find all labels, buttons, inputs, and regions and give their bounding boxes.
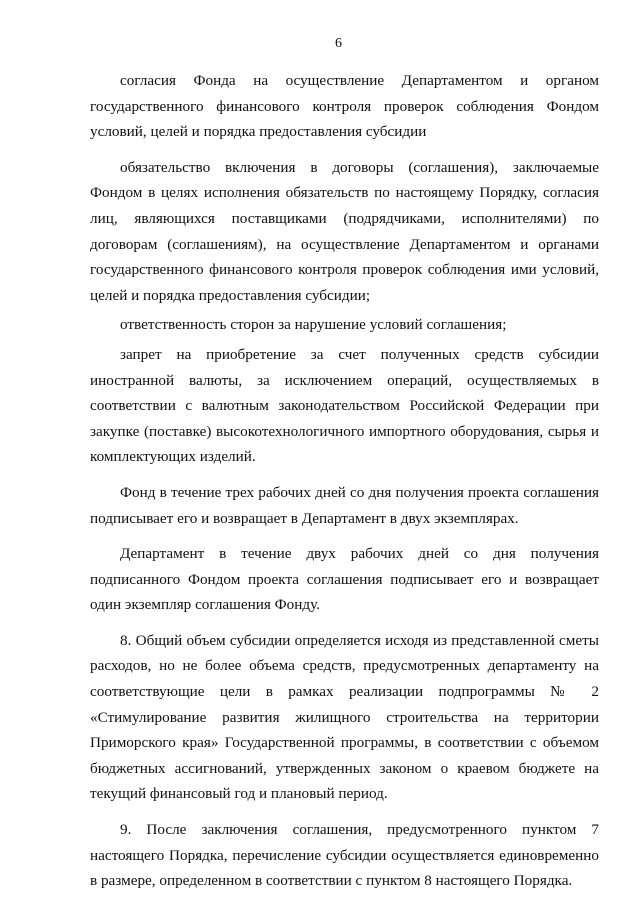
- paragraph-item-9: 9. После заключения соглашения, предусмотренного пунктом 7 настоящего Порядка, перечисление субсидии осуществляется единовременно в размере, определенном в соответствии с пунктом 8 настоящего Порядка.: [90, 821, 599, 890]
- page-number: 6: [335, 36, 342, 51]
- paragraph-currency-ban: запрет на приобретение за счет полученных средств субсидии иностранной валюты, за исключением операций, осуществляемых в соответствии с валютным законодательством Российской Федерации при закупке (поставке) высокотехнологичного импортного оборудования, сырья и комплектующих изделий.: [90, 345, 599, 466]
- paragraph-fund-signing: Фонд в течение трех рабочих дней со дня получения проекта соглашения подписывает его и возвращает в Департамент в двух экземплярах.: [90, 483, 599, 527]
- paragraph-item-8: 8. Общий объем субсидии определяется исходя из представленной сметы расходов, но не более объема средств, предусмотренных департаменту на соответствующие цели в рамках реализации подпрограммы № 2 «Стимулирование развития жилищного строительства на территории Приморского края» Государственной программы, в соответствии с объемом бюджетных ассигнований, утвержденных законом о краевом бюджете на текущий финансовый год и плановый период.: [90, 631, 599, 803]
- paragraph-fund-consent: согласия Фонда на осуществление Департаментом и органом государственного финансового контроля проверок соблюдения Фондом условий, целей и порядка предоставления субсидии: [90, 72, 599, 141]
- paragraph-department-signing: Департамент в течение двух рабочих дней со дня получения подписанного Фондом проекта соглашения подписывает его и возвращает один экземпляр соглашения Фонду.: [90, 545, 599, 614]
- paragraph-responsibility: ответственность сторон за нарушение условий соглашения;: [120, 316, 507, 334]
- paragraph-contracts-obligation: обязательство включения в договоры (соглашения), заключаемые Фондом в целях исполнения обязательств по настоящему Порядку, согласия лиц, являющихся поставщиками (подрядчиками, исполнителями) по договорам (соглашениям), на осуществление Департаментом и органами государственного финансового контроля проверок соблюдения ими условий, целей и порядка предоставления субсидии;: [90, 158, 599, 304]
